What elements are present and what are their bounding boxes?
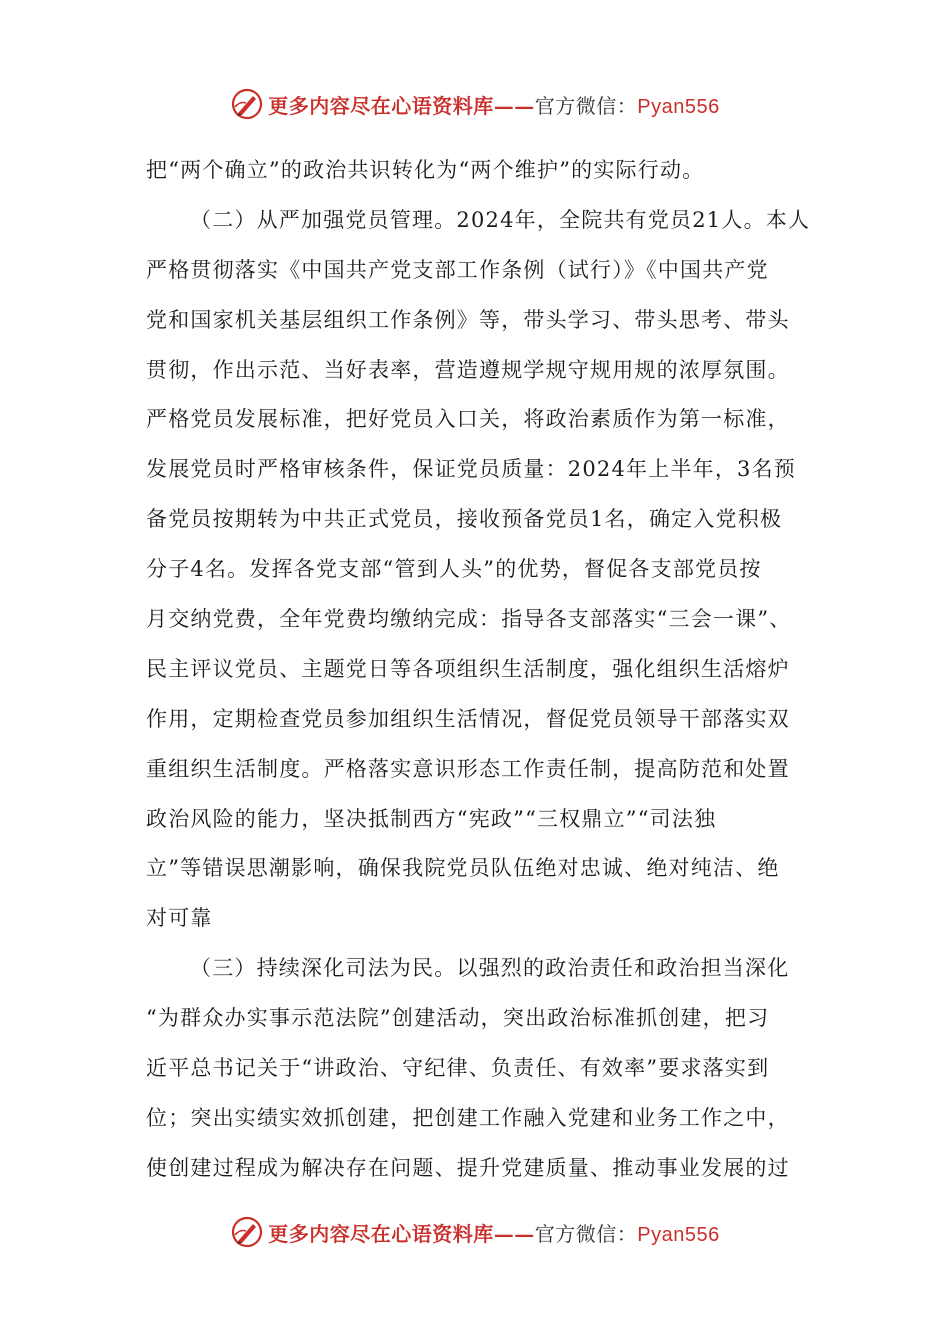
- watermark-wechat-id: Pyan556: [637, 95, 720, 118]
- watermark-brand: 更多内容尽在心语资料库: [268, 1221, 494, 1246]
- watermark-wechat-id: Pyan556: [637, 1223, 720, 1246]
- text-line: （二）从严加强党员管理。2024年，全院共有党员21人。本人: [190, 207, 811, 232]
- text-line: （三）持续深化司法为民。以强烈的政治责任和政治担当深化: [190, 956, 790, 981]
- text-line: 严格贯彻落实《中国共产党支部工作条例（试行）》《中国共产党: [146, 257, 769, 282]
- text-line: 近平总书记关于“讲政治、守纪律、负责任、有效率”要求落实到: [146, 1056, 770, 1081]
- text-line: 月交纳党费，全年党费均缴纳完成：指导各支部落实“三会一课”、: [146, 607, 792, 632]
- watermark-text: [268, 90, 719, 119]
- text-line: 位；突出实绩实效抓创建，把创建工作融入党建和业务工作之中，: [146, 1105, 790, 1130]
- text-line: 政治风险的能力，坚决抵制西方“宪政”“三权鼎立”“司法独: [146, 806, 717, 831]
- text-line: “为群众办实事示范法院”创建活动，突出政治标准抓创建，把习: [146, 1006, 770, 1031]
- pen-logo-icon: [230, 87, 264, 121]
- text-line: 贯彻，作出示范、当好表率，营造遵规学规守规用规的浓厚氛围。: [146, 357, 790, 382]
- watermark-brand: 更多内容尽在心语资料库: [268, 93, 494, 118]
- watermark-wechat-label: 官方微信：: [534, 1221, 638, 1246]
- text-line: 发展党员时严格审核条件，保证党员质量：2024年上半年，3名预: [146, 457, 797, 482]
- watermark-text: [268, 1218, 719, 1247]
- watermark-footer: [0, 1212, 950, 1252]
- text-line: 民主评议党员、主题党日等各项组织生活制度，强化组织生活熔炉: [146, 656, 790, 681]
- text-line: 分子4名。发挥各党支部“管到人头”的优势，督促各支部党员按: [146, 557, 762, 582]
- document-body: [146, 150, 811, 1198]
- text-line: 把“两个确立”的政治共识转化为“两个维护”的实际行动。: [146, 158, 705, 182]
- pen-logo-icon: [230, 1215, 264, 1249]
- text-line: 使创建过程成为解决存在问题、提升党建质量、推动事业发展的过: [146, 1155, 790, 1180]
- text-line: 重组织生活制度。严格落实意识形态工作责任制，提高防范和处置: [146, 756, 790, 781]
- text-line: 严格党员发展标准，把好党员入口关，将政治素质作为第一标准，: [146, 407, 790, 432]
- text-line: 对可靠: [146, 906, 213, 931]
- text-line: 党和国家机关基层组织工作条例》等，带头学习、带头思考、带头: [146, 307, 790, 332]
- text-line: 立”等错误思潮影响，确保我院党员队伍绝对忠诚、绝对纯洁、绝: [146, 856, 780, 881]
- watermark-header: [0, 84, 950, 124]
- watermark-dash: ——: [493, 1221, 535, 1246]
- text-line: 作用，定期检查党员参加组织生活情况，督促党员领导干部落实双: [146, 706, 790, 731]
- watermark-wechat-label: 官方微信：: [534, 93, 638, 118]
- watermark-dash: ——: [493, 93, 535, 118]
- text-line: 备党员按期转为中共正式党员，接收预备党员1名，确定入党积极: [146, 507, 783, 532]
